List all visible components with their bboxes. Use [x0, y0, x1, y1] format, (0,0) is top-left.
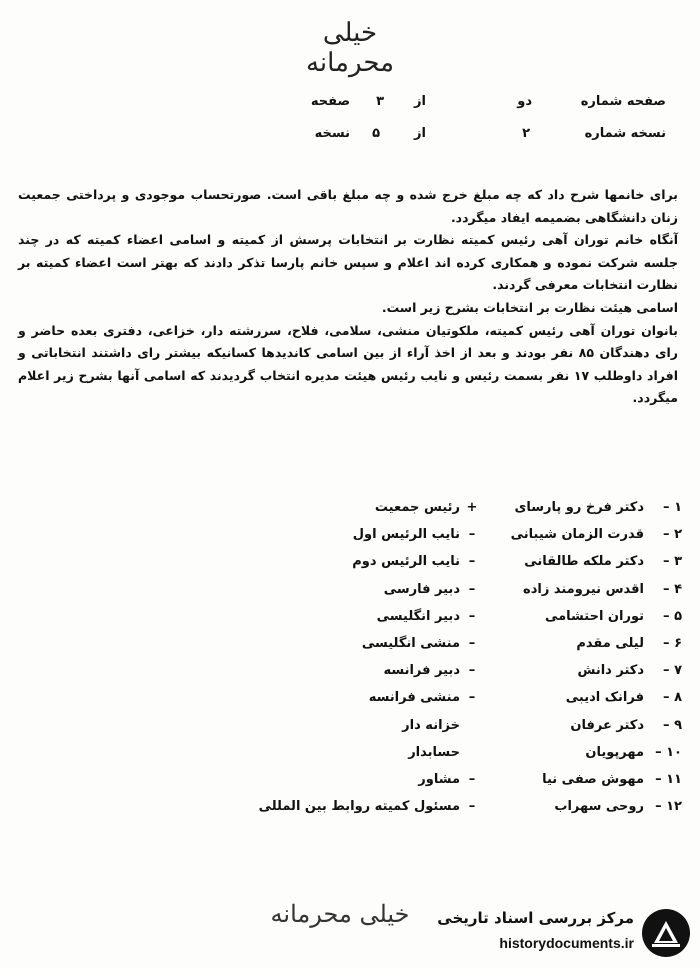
- member-separator: –: [468, 799, 476, 815]
- page-unit-label: صفحه: [310, 94, 350, 109]
- paragraph-financial-report: برای خانمها شرح داد که چه مبلغ خرج شده و چه مبلغ باقی است. صورتحساب موجودی و پرداختی جمعیت زنان دانشگاهی بضمیمه ایفاد میگردد.: [18, 187, 678, 225]
- board-member-row: [12, 582, 682, 609]
- page-number-value: دو: [517, 94, 532, 109]
- member-name: اقدس نیرومند زاده: [523, 581, 644, 597]
- archive-logo-icon: [640, 907, 692, 959]
- member-name: فرانک ادیبی: [565, 690, 644, 706]
- board-member-row: [12, 554, 682, 581]
- member-role: مشاور: [418, 771, 460, 787]
- member-number: ۸ –: [663, 690, 682, 706]
- member-separator: –: [468, 527, 476, 543]
- board-member-row: [12, 609, 682, 636]
- member-number: ۴ –: [663, 581, 682, 597]
- copy-number-row: [0, 126, 700, 146]
- page-total-value: ۳: [376, 94, 384, 109]
- document-body: [18, 184, 678, 410]
- page-number-row: [0, 94, 700, 114]
- member-separator: –: [468, 581, 476, 597]
- archive-url: historydocuments.ir: [499, 935, 634, 951]
- member-role: دبیر فرانسه: [383, 663, 460, 679]
- board-member-row: [12, 500, 682, 527]
- member-role: منشی فرانسه: [368, 690, 460, 706]
- paragraph-election-results: بانوان توران آهی رئیس کمیته، ملکوتیان منشی، سلامی، فلاح، سررشته دار، خزاعی، دفتری بعده حاضر و رای دهندگان ۸۵ نفر بودند و بعد از اخذ آراء از بین اسامی کاندیدها کسانیکه بیشتر رای داشتند انتخاباتی و افراد داوطلب ۱۷ نفر بسمت رئیس و نایب رئیس هیئت مدیره انتخاب گردیدند که اسامی آنها بشرح زیر اعلام میگردد.: [18, 322, 678, 406]
- board-member-row: [12, 663, 682, 690]
- copy-number-label: نسخه شماره: [584, 126, 666, 141]
- board-members-list: [12, 500, 682, 826]
- classification-stamp-bottom: خیلی محرمانه: [270, 900, 410, 928]
- page-of-label: از: [414, 94, 426, 109]
- board-member-row: [12, 745, 682, 772]
- member-name: توران احتشامی: [544, 608, 644, 624]
- copy-number-value: ۲: [522, 126, 530, 141]
- member-name: دکتر دانش: [577, 663, 644, 679]
- classification-stamp-top: خیلی محرمانه: [305, 18, 395, 78]
- member-name: روحی سهراب: [554, 799, 644, 815]
- member-separator: –: [468, 554, 476, 570]
- member-separator: –: [468, 771, 476, 787]
- member-role: منشی انگلیسی: [361, 635, 460, 651]
- board-member-row: [12, 690, 682, 717]
- member-role: رئیس جمعیت: [374, 500, 460, 515]
- board-member-row: [12, 799, 682, 826]
- member-number: ۱ –: [663, 500, 682, 515]
- member-name: مهوش صفی نیا: [542, 771, 644, 787]
- archive-watermark: [392, 903, 692, 963]
- member-separator: –: [468, 690, 476, 706]
- paragraph-supervisors-heading: اسامی هیئت نظارت بر انتخابات بشرح زیر است.: [381, 299, 678, 315]
- member-number: ۵ –: [663, 608, 682, 624]
- member-name: دکتر ملکه طالقانی: [524, 554, 644, 570]
- member-role: حسابدار: [408, 744, 460, 760]
- member-separator: –: [468, 608, 476, 624]
- member-number: ۱۲ –: [655, 799, 682, 815]
- board-member-row: [12, 636, 682, 663]
- member-number: ۱۱ –: [655, 771, 682, 787]
- member-role: خزانه دار: [402, 717, 460, 733]
- member-number: ۲ –: [663, 527, 682, 543]
- board-member-row: [12, 772, 682, 799]
- board-member-row: [12, 718, 682, 745]
- copy-of-label: از: [414, 126, 426, 141]
- member-number: ۷ –: [663, 663, 682, 679]
- member-separator: +: [466, 500, 478, 515]
- member-name: مهرپویان: [585, 744, 644, 760]
- member-number: ۶ –: [663, 635, 682, 651]
- member-role: مسئول کمیته روابط بین المللی: [258, 799, 460, 815]
- member-name: دکتر عرفان: [570, 717, 644, 733]
- board-member-row: [12, 527, 682, 554]
- member-name: لیلی مقدم: [576, 635, 644, 651]
- member-role: دبیر فارسی: [383, 581, 460, 597]
- member-separator: –: [468, 635, 476, 651]
- paragraph-election-committee: آنگاه خانم توران آهی رئیس کمیته نظارت بر انتخابات پرسش از کمیته و اسامی اعضاء کمیته که در چند جلسه شرکت نموده و همکاری کرده اند اعلام و سپس خانم پارسا تذکر دادند که بهتر است اعضاء کمیته بر نظارت انتخابات معرفی گردند.: [18, 232, 678, 293]
- member-role: نایب الرئیس اول: [352, 527, 460, 543]
- member-separator: –: [468, 663, 476, 679]
- page-number-label: صفحه شماره: [580, 94, 666, 109]
- member-number: ۱۰ –: [655, 744, 682, 760]
- member-name: دکتر فرخ رو پارسای: [514, 500, 644, 515]
- member-number: ۹ –: [663, 717, 682, 733]
- archive-name: مرکز بررسی اسناد تاریخی: [437, 909, 634, 927]
- copy-total-value: ۵: [372, 126, 380, 141]
- copy-unit-label: نسخه: [314, 126, 350, 141]
- member-number: ۳ –: [663, 554, 682, 570]
- member-role: نایب الرئیس دوم: [352, 554, 460, 570]
- member-role: دبیر انگلیسی: [376, 608, 460, 624]
- member-name: قدرت الزمان شیبانی: [510, 527, 644, 543]
